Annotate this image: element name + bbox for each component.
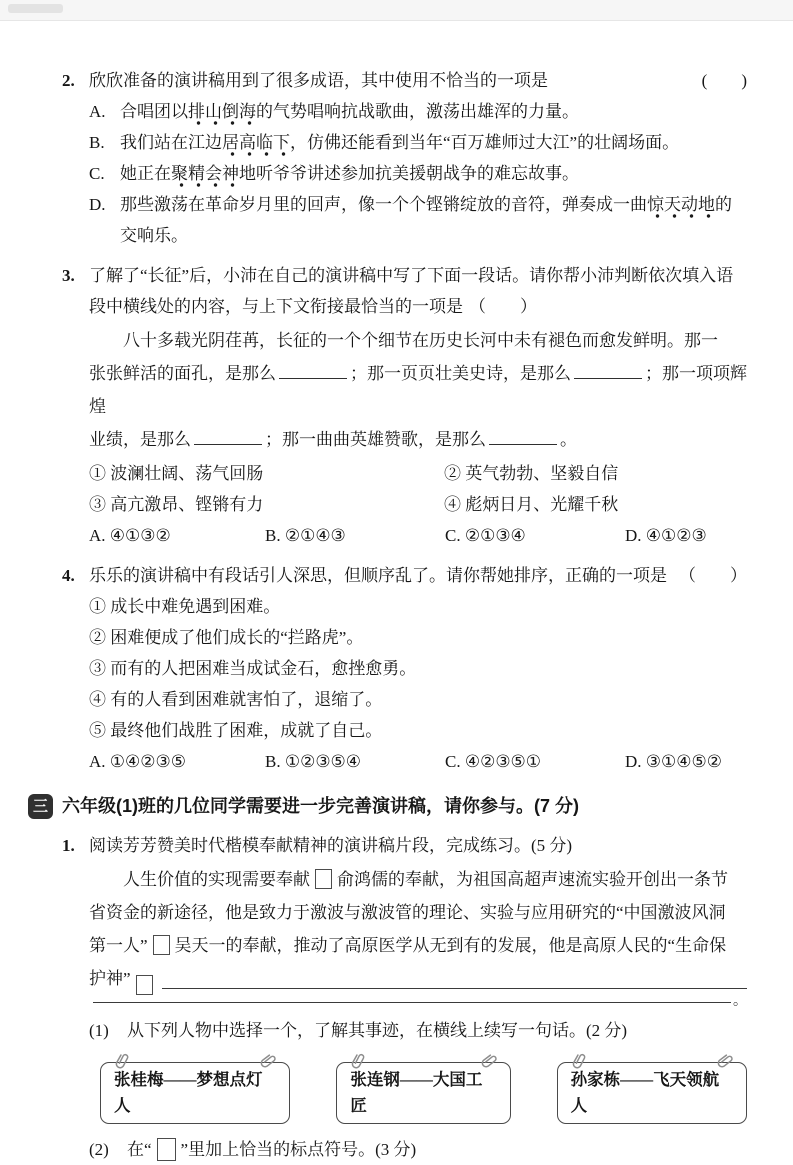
punctuation-box	[157, 1138, 176, 1161]
passage-line	[89, 995, 747, 1009]
choice-b: B. ①②③⑤④	[265, 752, 362, 771]
choice-b: B. ②①④③	[265, 526, 346, 545]
person-card-zhangliangang	[336, 1062, 510, 1124]
passage-line	[89, 357, 747, 423]
paperclip-icon	[478, 1051, 499, 1072]
answer-brackets: （ ）	[679, 566, 747, 585]
passage-text: 护神”	[89, 969, 131, 988]
choice-d: D. ④①②③	[625, 526, 707, 545]
phrase-item-3: ③ 高亢激昂、铿锵有力	[89, 495, 264, 514]
question-prompt: 欣欣准备的演讲稿用到了很多成语，其中使用不恰当的一项是	[89, 71, 548, 90]
option-text-post: 的交响乐。	[120, 195, 732, 245]
sentence-list	[62, 591, 747, 746]
paperclip-icon	[347, 1050, 369, 1072]
passage-line	[89, 896, 747, 929]
passage-line	[89, 863, 747, 896]
person-card-sunjiadong	[557, 1062, 747, 1124]
punctuation-box	[153, 935, 170, 955]
scan-smudge	[8, 4, 63, 13]
choice-d: D. ③①④⑤②	[625, 752, 722, 771]
option-text-pre: 合唱团以	[120, 102, 188, 121]
punctuation-box	[315, 869, 332, 889]
option-text-pre: 她正在	[120, 164, 171, 183]
question-2	[62, 65, 747, 251]
passage-text: ；那一曲曲英雄赞歌，是那么	[265, 430, 486, 449]
option-text	[120, 127, 747, 158]
choice-c: C. ④②③⑤①	[445, 752, 542, 771]
question-prompt	[89, 260, 747, 322]
section-number-badge: 三	[28, 794, 53, 819]
answer-line	[93, 1000, 731, 1003]
phrase-item-1: ① 波澜壮阔、荡气回肠	[89, 464, 264, 483]
question-4	[62, 560, 747, 777]
option-c	[62, 158, 747, 189]
question-2-heading	[62, 65, 747, 96]
question-4-heading	[62, 560, 747, 591]
emphasized-idiom: 惊天动地	[647, 195, 715, 219]
paperclip-icon	[258, 1051, 279, 1072]
scan-edge-artifact	[0, 0, 793, 21]
passage-line	[89, 929, 747, 962]
person-card-label: 张连钢——大国工匠	[350, 1070, 483, 1115]
subquestion-number: 1.	[62, 836, 75, 855]
option-text	[120, 189, 747, 251]
emphasized-idiom: 居高临下	[222, 133, 290, 157]
subquestion-prompt: 阅读芳芳赞美时代楷模奉献精神的演讲稿片段，完成练习。(5 分)	[89, 836, 573, 855]
part-number: (2)	[89, 1140, 109, 1159]
answer-brackets: ( )	[701, 71, 747, 90]
emphasized-idiom: 聚精会神	[171, 164, 239, 188]
paperclip-icon	[111, 1050, 133, 1072]
option-text-post: 地听爷爷讲述参加抗美援朝战争的难忘故事。	[239, 164, 579, 183]
person-card-label: 孙家栋——飞天领航人	[570, 1070, 720, 1115]
passage-text: 八十多载光阴荏苒，长征的一个个细节在历史长河中未有褪色而愈发鲜明。那一	[123, 331, 718, 350]
passage-text: 第一人”	[89, 936, 148, 955]
passage-text: 。	[560, 430, 577, 449]
person-card-label: 张桂梅——梦想点灯人	[114, 1070, 263, 1115]
passage-text: 人生价值的实现需要奉献	[123, 870, 310, 889]
question-3-heading	[62, 260, 747, 322]
section-title: 六年级(1)班的几位同学需要进一步完善演讲稿，请你参与。(7 分)	[62, 796, 579, 816]
option-text-pre: 我们站在江边	[120, 133, 222, 152]
part-prompt	[127, 1134, 416, 1165]
passage-text: 省资金的新途径，他是致力于激波与激波管的理论、实验与应用研究的“中国激波风洞	[89, 903, 726, 922]
option-label: A.	[89, 102, 106, 121]
sentence-item-3: ③ 而有的人把困难当成试金石，愈挫愈勇。	[89, 659, 417, 678]
part-1-heading	[62, 1015, 747, 1046]
option-label: D.	[89, 195, 106, 214]
passage-text: ；那一项项辉煌	[89, 364, 747, 416]
answer-brackets: （ ）	[469, 297, 537, 316]
question-number: 2.	[62, 71, 75, 90]
question-prompt: 乐乐的演讲稿中有段话引人深思，但顺序乱了。请你帮她排序，正确的一项是	[89, 566, 667, 585]
paperclip-icon	[715, 1051, 736, 1072]
question-3	[62, 260, 747, 551]
question-prompt-text: 了解了“长征”后，小沛在自己的演讲稿中写了下面一段话。请你帮小沛判断依次填入语段中横线处的内容，与上下文衔接最恰当的一项是	[89, 266, 734, 316]
passage-text: 吴天一的奉献，推动了高原医学从无到有的发展，他是高原人民的“生命保	[174, 936, 727, 955]
worksheet-content	[0, 21, 793, 1165]
passage-text: 张张鲜活的面孔，是那么	[89, 364, 276, 383]
choice-c: C. ②①③④	[445, 526, 526, 545]
passage-line	[89, 423, 747, 456]
phrase-item-4: ④ 彪炳日月、光耀千秋	[444, 495, 619, 514]
question-number: 4.	[62, 566, 75, 585]
choice-row	[62, 746, 747, 777]
passage-line	[89, 324, 747, 357]
option-text-pre: 那些激荡在革命岁月里的回声，像一个个铿锵绽放的音符，弹奏成一曲	[120, 195, 647, 214]
speech-passage	[89, 863, 747, 1009]
passage-text: 俞鸿儒的奉献，为祖国高超声速流实验开创出一条节	[337, 870, 728, 889]
part-prompt-post: ”里加上恰当的标点符号。(3 分)	[180, 1140, 417, 1159]
part-prompt: 从下列人物中选择一个，了解其事迹，在横线上续写一句话。(2 分)	[127, 1021, 628, 1040]
option-b	[62, 127, 747, 158]
part-number: (1)	[89, 1021, 109, 1040]
option-a	[62, 96, 747, 127]
sentence-item-4: ④ 有的人看到困难就害怕了，退缩了。	[89, 690, 383, 709]
option-text	[120, 96, 747, 127]
person-cards	[62, 1062, 747, 1124]
passage-text: ；那一页页壮美史诗，是那么	[350, 364, 571, 383]
answer-line	[162, 986, 747, 989]
punctuation-box	[136, 975, 153, 995]
section-3-heading	[28, 791, 747, 822]
sentence-item-1: ① 成长中难免遇到困难。	[89, 597, 281, 616]
sentence-item-2: ② 困难便成了他们成长的“拦路虎”。	[89, 628, 364, 647]
person-card-zhangguimei	[100, 1062, 290, 1124]
option-d	[62, 189, 747, 251]
fill-blank	[194, 442, 262, 445]
subquestion-1-heading	[62, 830, 747, 861]
paperclip-icon	[568, 1050, 590, 1072]
choice-a: A. ①④②③⑤	[89, 752, 186, 771]
passage-text: 业绩，是那么	[89, 430, 191, 449]
part-2-heading	[62, 1134, 747, 1165]
phrase-item-2: ② 英气勃勃、坚毅自信	[444, 464, 619, 483]
numbered-phrases	[62, 458, 747, 520]
passage-line	[89, 962, 747, 995]
trailing-period: 。	[733, 994, 747, 1009]
option-label: B.	[89, 133, 105, 152]
part-prompt-pre: 在“	[127, 1140, 152, 1159]
choice-row	[62, 520, 747, 551]
reading-passage	[89, 324, 747, 456]
option-label: C.	[89, 164, 105, 183]
sentence-item-5: ⑤ 最终他们战胜了困难，成就了自己。	[89, 721, 383, 740]
fill-blank	[574, 376, 642, 379]
option-text	[120, 158, 747, 189]
choice-a: A. ④①③②	[89, 526, 171, 545]
option-text-post: 的气势唱响抗战歌曲，激荡出雄浑的力量。	[256, 102, 579, 121]
option-text-post: ，仿佛还能看到当年“百万雄师过大江”的壮阔场面。	[290, 133, 680, 152]
section-3	[32, 791, 747, 1165]
question-number: 3.	[62, 266, 75, 285]
emphasized-idiom: 排山倒海	[188, 102, 256, 126]
fill-blank	[489, 442, 557, 445]
fill-blank	[279, 376, 347, 379]
